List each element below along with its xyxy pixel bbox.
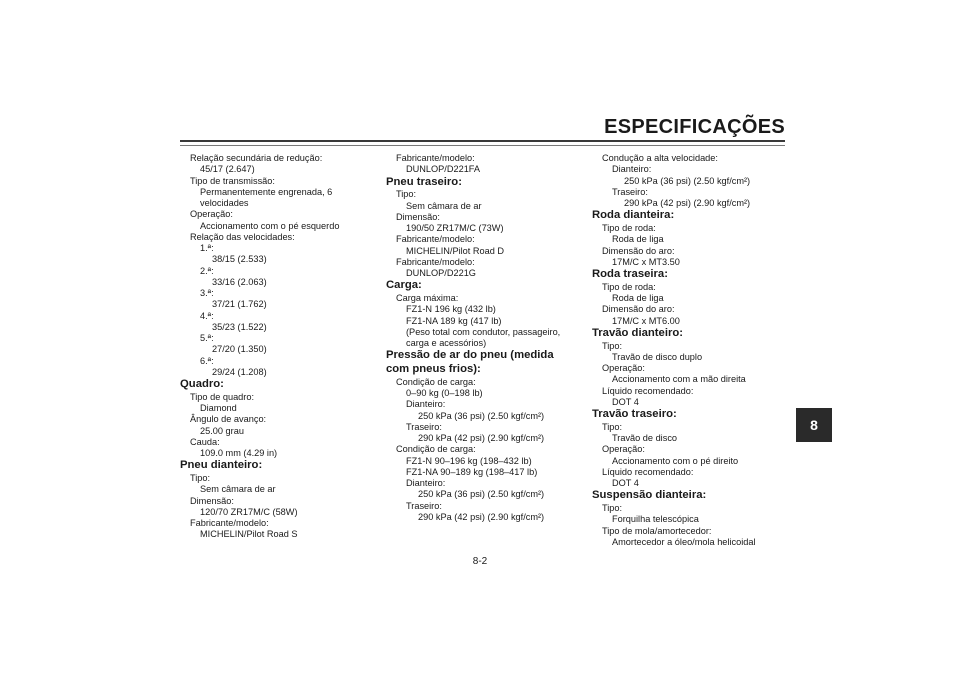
- spec-value: 190/50 ZR17M/C (73W): [406, 223, 504, 234]
- section-heading: Travão dianteiro:: [592, 326, 684, 339]
- spec-value: Accionamento com o pé esquerdo: [200, 220, 340, 231]
- spec-label: Tipo:: [396, 189, 417, 200]
- spec-value: Accionamento com a mão direita: [612, 374, 746, 385]
- spec-label: Carga máxima:: [396, 293, 459, 304]
- spec-value: Sem câmara de ar: [200, 484, 276, 495]
- spec-value: Traseiro:: [406, 500, 442, 511]
- spec-value: FZ1-N 90–196 kg (198–432 lb): [406, 455, 532, 466]
- section-heading: Pressão de ar do pneu (medida com pneus frios):: [386, 349, 554, 376]
- spec-column-2: [386, 153, 586, 523]
- header-rule-thick: [180, 140, 785, 142]
- spec-value: Travão de disco: [612, 433, 678, 444]
- spec-label: Relação secundária de redução:: [190, 153, 323, 163]
- spec-value: MICHELIN/Pilot Road S: [200, 529, 298, 540]
- spec-label: Tipo:: [602, 421, 623, 432]
- spec-column-1: [180, 153, 380, 541]
- spec-value: Diamond: [200, 403, 237, 414]
- spec-label: Condução a alta velocidade:: [602, 153, 718, 163]
- spec-label: Ângulo de avanço:: [190, 414, 267, 425]
- spec-value: Forquilha telescópica: [612, 514, 699, 525]
- spec-label: Líquido recomendado:: [602, 466, 694, 477]
- spec-label: Dimensão:: [396, 211, 440, 222]
- spec-value: 35/23 (1.522): [212, 321, 267, 332]
- section-heading: Roda traseira:: [592, 268, 668, 281]
- spec-label: Fabricante/modelo:: [396, 256, 475, 267]
- page-title: ESPECIFICAÇÕES: [604, 116, 785, 138]
- section-heading: Travão traseiro:: [592, 408, 677, 421]
- spec-value: Dianteiro:: [406, 399, 446, 410]
- spec-value: 33/16 (2.063): [212, 276, 267, 287]
- spec-value: Sem câmara de ar: [406, 200, 482, 211]
- spec-label: Tipo:: [602, 340, 623, 351]
- spec-label: Condição de carga:: [396, 376, 476, 387]
- spec-label: Relação das velocidades:: [190, 231, 295, 242]
- spec-value: DUNLOP/D221G: [406, 268, 476, 279]
- spec-value: DOT 4: [612, 396, 639, 407]
- spec-value: Roda de liga: [612, 234, 664, 245]
- spec-label: Tipo:: [190, 473, 211, 484]
- spec-value: 25.00 grau: [200, 425, 244, 436]
- spec-value: Permanentemente engrenada, 6 velocidades: [200, 186, 333, 208]
- spec-column-3: [592, 153, 792, 548]
- spec-value: 250 kPa (36 psi) (2.50 kgf/cm²): [418, 410, 545, 421]
- spec-value: 27/20 (1.350): [212, 344, 267, 355]
- spec-value: 37/21 (1.762): [212, 299, 267, 310]
- spec-value: Travão de disco duplo: [612, 351, 703, 362]
- spec-label: Condição de carga:: [396, 444, 476, 455]
- spec-label: Tipo de mola/amortecedor:: [602, 525, 712, 536]
- spec-label: Tipo de roda:: [602, 223, 656, 234]
- section-heading: Carga:: [386, 279, 422, 292]
- spec-value: 6.ª:: [200, 355, 214, 366]
- spec-label: Fabricante/modelo:: [190, 518, 269, 529]
- spec-value: 4.ª:: [200, 310, 214, 321]
- spec-label: Fabricante/modelo:: [396, 234, 475, 245]
- spec-value: 120/70 ZR17M/C (58W): [200, 506, 298, 517]
- spec-value: Amortecedor a óleo/mola helicoidal: [612, 536, 756, 547]
- spec-value: 290 kPa (42 psi) (2.90 kgf/cm²): [624, 198, 751, 208]
- spec-label: Líquido recomendado:: [602, 385, 694, 396]
- spec-label: Tipo:: [602, 503, 623, 514]
- spec-value: 1.ª:: [200, 243, 214, 253]
- section-heading: Suspensão dianteira:: [592, 489, 707, 502]
- spec-value: FZ1-NA 90–189 kg (198–417 lb): [406, 466, 538, 477]
- spec-label: Tipo de quadro:: [190, 391, 255, 402]
- spec-value: Dianteiro:: [612, 164, 652, 175]
- spec-label: Fabricante/modelo:: [396, 153, 475, 163]
- spec-value: 45/17 (2.647): [200, 164, 255, 175]
- spec-value: Accionamento com o pé direito: [612, 455, 739, 466]
- spec-label: Tipo de transmissão:: [190, 175, 275, 186]
- spec-label: Dimensão do aro:: [602, 245, 675, 256]
- spec-value: 2.ª:: [200, 265, 214, 276]
- spec-label: Operação:: [602, 363, 645, 374]
- spec-value: Dianteiro:: [406, 478, 446, 489]
- spec-value: Traseiro:: [406, 421, 442, 432]
- spec-value: Roda de liga: [612, 293, 664, 304]
- spec-value: FZ1-NA 189 kg (417 lb): [406, 315, 502, 326]
- spec-value: 0–90 kg (0–198 lb): [406, 388, 483, 399]
- spec-value: 3.ª:: [200, 288, 214, 298]
- spec-label: Tipo de roda:: [602, 281, 656, 292]
- spec-value: 17M/C x MT3.50: [612, 256, 680, 267]
- spec-value: 17M/C x MT6.00: [612, 315, 680, 326]
- page-number: 8-2: [472, 556, 488, 567]
- spec-label: Operação:: [190, 209, 233, 220]
- section-heading: Roda dianteira:: [592, 209, 675, 222]
- spec-value: 38/15 (2.533): [212, 254, 267, 265]
- section-heading: Pneu dianteiro:: [180, 459, 263, 472]
- spec-label: Dimensão:: [190, 495, 234, 506]
- section-heading: Quadro:: [180, 378, 224, 390]
- spec-value: (Peso total com condutor, passageiro, carga e acessórios): [406, 326, 561, 349]
- spec-value: 250 kPa (36 psi) (2.50 kgf/cm²): [624, 175, 751, 186]
- spec-value: DUNLOP/D221FA: [406, 164, 481, 175]
- spec-value: 29/24 (1.208): [212, 366, 267, 377]
- spec-value: 250 kPa (36 psi) (2.50 kgf/cm²): [418, 489, 545, 500]
- chapter-tab: 8: [796, 408, 832, 442]
- spec-value: FZ1-N 196 kg (432 lb): [406, 304, 496, 315]
- spec-label: Dimensão do aro:: [602, 304, 675, 315]
- spec-value: 290 kPa (42 psi) (2.90 kgf/cm²): [418, 511, 545, 522]
- section-heading: Pneu traseiro:: [386, 175, 462, 188]
- spec-value: 290 kPa (42 psi) (2.90 kgf/cm²): [418, 433, 545, 444]
- header-rule-thin: [180, 145, 785, 146]
- spec-value: Traseiro:: [612, 186, 648, 197]
- spec-value: DOT 4: [612, 478, 639, 489]
- spec-value: 109.0 mm (4.29 in): [200, 448, 278, 459]
- spec-label: Operação:: [602, 444, 645, 455]
- spec-value: MICHELIN/Pilot Road D: [406, 245, 505, 256]
- spec-value: 5.ª:: [200, 333, 214, 343]
- spec-label: Cauda:: [190, 436, 220, 447]
